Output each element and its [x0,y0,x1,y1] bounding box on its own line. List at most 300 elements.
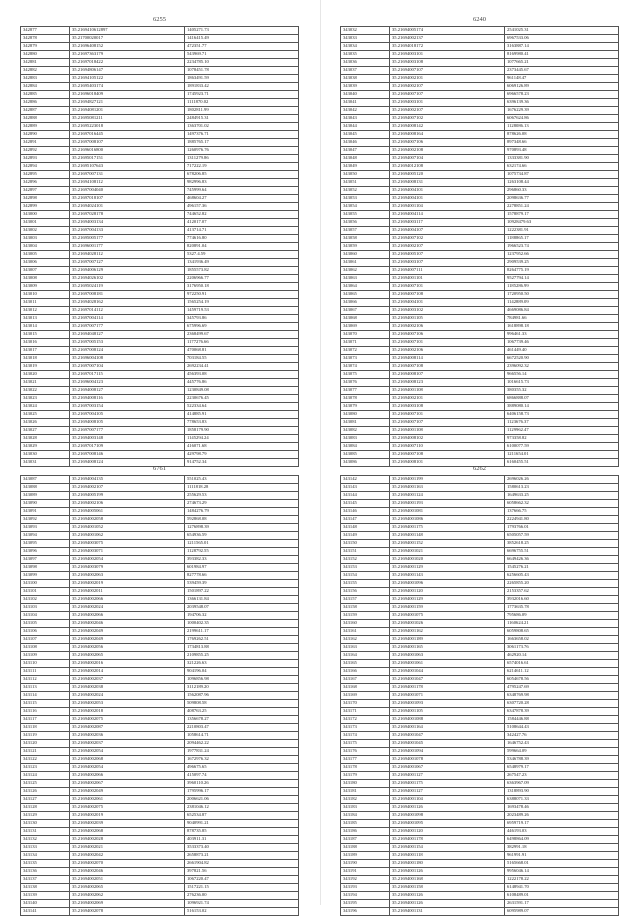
table-row [341,251,619,259]
row-coordinate-cell: 35.21697014112 [70,307,185,315]
row-coordinate-cell: 35.21694001199 [390,476,505,484]
row-value-cell: 1366131.84 [185,596,299,604]
table-row [21,43,299,51]
row-id-cell: 343038 [341,75,390,83]
row-value-cell: 904196.04 [185,668,299,676]
row-value-cell: 1459719.53 [185,307,299,315]
table-row [21,403,299,411]
table-row [341,323,619,331]
table-row [21,235,299,243]
row-id-cell: 343060 [341,251,390,259]
row-id-cell: 343138 [21,884,70,892]
table-row [21,131,299,139]
table-row [21,299,299,307]
table-row [21,556,299,564]
row-coordinate-cell: 35.21694003134 [70,219,185,227]
row-value-cell: 1263108.44 [505,179,619,187]
table-row [21,323,299,331]
row-value-cell: 1484276.79 [185,508,299,516]
row-value-cell: 1795996.17 [185,788,299,796]
row-coordinate-cell: 35.21694002078 [70,908,185,916]
row-id-cell: 343151 [341,548,390,556]
row-id-cell: 343173 [341,724,390,732]
row-value-cell: 1363701.02 [185,123,299,131]
row-coordinate-cell: 35.21697007177 [70,427,185,435]
table-row [21,772,299,780]
row-value-cell: 878626.08 [505,131,619,139]
row-id-cell: 342899 [21,203,70,211]
table-row [21,876,299,884]
row-coordinate-cell: 35.21694001126 [390,868,505,876]
table-row [341,443,619,451]
table-row [21,435,299,443]
row-value-cell: 1230849.08 [185,387,299,395]
row-coordinate-cell: 35.21694001104 [390,796,505,804]
row-coordinate-cell: 35.21696408152 [70,43,185,51]
row-id-cell: 343035 [341,51,390,59]
table-row [21,427,299,435]
row-value-cell: 2692234.41 [185,363,299,371]
row-value-cell: 551025.43 [185,476,299,484]
row-value-cell: 276236.00 [185,892,299,900]
row-coordinate-cell: 35.21694806147 [70,67,185,75]
table-row [341,836,619,844]
row-coordinate-cell: 35.21694007102 [390,115,505,123]
table-row [341,419,619,427]
section-title: 6761 [153,465,166,472]
row-value-cell: 6160455.51 [505,459,619,467]
table-row [341,828,619,836]
row-value-cell: 1142889.09 [505,299,619,307]
table-row [341,580,619,588]
row-value-cell: 1067739.46 [505,339,619,347]
table-row [341,500,619,508]
row-coordinate-cell: 35.21694001168 [390,876,505,884]
row-value-cell: 5346788.39 [505,756,619,764]
row-value-cell: 321226.63 [185,660,299,668]
row-coordinate-cell: 35.21694004101 [390,187,505,195]
table-row [21,355,299,363]
table-row [341,219,619,227]
row-id-cell: 343168 [341,684,390,692]
table-row [341,283,619,291]
row-value-cell: 1128792.55 [185,548,299,556]
row-value-cell: 2023489.26 [505,812,619,820]
table-row [341,740,619,748]
row-value-cell: 1966523.74 [505,243,619,251]
row-id-cell: 343058 [341,235,390,243]
row-id-cell: 343069 [341,323,390,331]
row-value-cell: 961991.91 [505,852,619,860]
table-row [21,387,299,395]
row-value-cell: 516153.02 [185,908,299,916]
row-value-cell: 1075734.87 [505,171,619,179]
row-id-cell: 343181 [341,788,390,796]
row-value-cell: 5327.4.59 [185,251,299,259]
row-id-cell: 343089 [21,492,70,500]
row-value-cell: 784981.66 [505,315,619,323]
table-row [341,764,619,772]
row-value-cell: 472351.77 [185,43,299,51]
row-coordinate-cell: 35.21694001021 [390,548,505,556]
row-id-cell: 343189 [341,852,390,860]
row-id-cell: 343105 [21,620,70,628]
row-coordinate-cell: 35.21694002039 [70,820,185,828]
row-id-cell: 342888 [21,115,70,123]
row-value-cell: 2098636.77 [505,195,619,203]
row-value-cell: 914752.34 [185,459,299,467]
table-row [21,443,299,451]
row-id-cell: 343027 [21,427,70,435]
row-value-cell: 496675.65 [185,764,299,772]
row-coordinate-cell: 35.21694008102 [390,435,505,443]
row-value-cell: 6959719.17 [505,820,619,828]
row-value-cell: 1863491.59 [185,75,299,83]
table-row [21,764,299,772]
row-id-cell: 343170 [341,700,390,708]
table-row [341,548,619,556]
row-coordinate-cell: 35.21694005199 [70,492,185,500]
row-coordinate-cell: 35.21694002107 [70,484,185,492]
row-id-cell: 343193 [341,884,390,892]
row-value-cell: 137666.75 [505,508,619,516]
row-coordinate-cell: 35.21694002062 [70,892,185,900]
row-coordinate-cell: 35.21694001193 [390,500,505,508]
row-id-cell: 343140 [21,900,70,908]
table-row [341,67,619,75]
row-value-cell: 6498864.09 [505,836,619,844]
table-row [21,660,299,668]
row-value-cell: 3061173.76 [505,644,619,652]
row-coordinate-cell: 35.21694008142 [390,123,505,131]
row-coordinate-cell: 35.21694018172 [390,43,505,51]
row-coordinate-cell: 35.21694004135 [70,476,185,484]
table-row [21,724,299,732]
row-coordinate-cell: 35.21694004114 [390,211,505,219]
row-coordinate-cell: 35.21697003154 [70,403,185,411]
row-coordinate-cell: 35.21696016800 [70,147,185,155]
row-id-cell: 343124 [21,772,70,780]
row-value-cell: 6548979.17 [505,764,619,772]
table-row [21,347,299,355]
row-coordinate-cell: 35.21697007131 [70,171,185,179]
row-value-cell: 744652.82 [185,211,299,219]
row-coordinate-cell: 35.21694002024 [70,692,185,700]
row-value-cell: 6256605.43 [505,572,619,580]
table-row [341,155,619,163]
row-coordinate-cell: 35.21694002046 [70,868,185,876]
row-coordinate-cell: 35.21694002046 [70,620,185,628]
row-coordinate-cell: 35.21694002038 [70,684,185,692]
row-id-cell: 343067 [341,307,390,315]
table-row [341,195,619,203]
row-coordinate-cell: 35.21694001118 [390,852,505,860]
row-coordinate-cell: 35.21694003102 [390,307,505,315]
row-id-cell: 343110 [21,660,70,668]
row-coordinate-cell: 35.21694001148 [390,532,505,540]
row-coordinate-cell: 35.21694001126 [390,900,505,908]
table-row [21,419,299,427]
row-coordinate-cell: 35.21697008146 [70,451,185,459]
table-row [21,836,299,844]
row-value-cell: 4795247.69 [505,684,619,692]
row-value-cell: 2661904.82 [185,860,299,868]
table-row [21,115,299,123]
row-id-cell: 343034 [341,43,390,51]
row-value-cell: 1160624.21 [505,620,619,628]
row-coordinate-cell: 35.21694028112 [70,251,185,259]
row-id-cell: 343154 [341,572,390,580]
row-value-cell: 2368499.67 [185,331,299,339]
row-id-cell: 343111 [21,668,70,676]
row-value-cell: 1565254.19 [185,299,299,307]
row-value-cell: 429798.79 [185,451,299,459]
row-id-cell: 343176 [341,748,390,756]
table-row [341,660,619,668]
row-value-cell: 1745923.71 [185,91,299,99]
row-coordinate-cell: 35.21694007107 [390,91,505,99]
row-coordinate-cell: 35.21694002018 [70,708,185,716]
table-row [341,884,619,892]
row-value-cell: 408763.25 [185,708,299,716]
row-coordinate-cell: 35.21694024101 [70,203,185,211]
row-id-cell: 343010 [21,291,70,299]
table-row [341,796,619,804]
row-coordinate-cell: 35.21694004101 [390,195,505,203]
row-id-cell: 343135 [21,860,70,868]
row-id-cell: 343024 [21,403,70,411]
table-row [21,267,299,275]
row-value-cell: 1672976.32 [185,756,299,764]
row-coordinate-cell: 35.21694001178 [390,684,505,692]
row-coordinate-cell: 35.21697018107 [70,195,185,203]
row-value-cell: 3176950.18 [185,283,299,291]
row-coordinate-cell: 35.21694004101 [390,299,505,307]
row-coordinate-cell: 35.21694001158 [390,884,505,892]
row-value-cell: 1646752.43 [505,740,619,748]
row-value-cell: 878735.85 [185,828,299,836]
row-id-cell: 343104 [21,612,70,620]
row-id-cell: 343142 [341,476,390,484]
row-value-cell: 2094462.22 [185,740,299,748]
row-value-cell: 1341936.49 [185,259,299,267]
row-value-cell: 972250.91 [185,291,299,299]
section-title: 6262 [473,465,486,472]
row-id-cell: 343126 [21,788,70,796]
row-coordinate-cell: 35.21694007101 [390,339,505,347]
table-row [21,780,299,788]
row-id-cell: 343134 [21,852,70,860]
row-value-cell: 468604.27 [185,195,299,203]
row-coordinate-cell: 35.21694002042 [70,852,185,860]
row-coordinate-cell: 35.21694003108 [390,403,505,411]
table-row [341,492,619,500]
row-value-cell: 6054678.56 [505,676,619,684]
row-coordinate-cell: 35.21694002107 [390,107,505,115]
table-row [341,35,619,43]
row-value-cell: 1318893.90 [505,788,619,796]
row-value-cell: 1000402.35 [185,620,299,628]
row-value-cell: 413714.71 [185,227,299,235]
row-value-cell: 1501897.22 [185,588,299,596]
row-value-cell: 6058662.32 [505,500,619,508]
table-row [341,235,619,243]
row-coordinate-cell: 35.21694008116 [70,395,185,403]
row-id-cell: 343114 [21,692,70,700]
row-id-cell: 342887 [21,107,70,115]
row-id-cell: 343086 [341,459,390,467]
row-coordinate-cell: 35.21694002066 [70,596,185,604]
table-row [341,299,619,307]
row-coordinate-cell: 35.21697007177 [70,323,185,331]
row-value-cell: 2541025.31 [505,27,619,35]
row-value-cell: 6348769.98 [505,692,619,700]
row-value-cell: 601984.97 [185,564,299,572]
row-id-cell: 343128 [21,804,70,812]
row-id-cell: 343033 [341,35,390,43]
row-id-cell: 343021 [21,379,70,387]
row-coordinate-cell: 35.21694005107 [390,251,505,259]
table-row [21,540,299,548]
row-id-cell: 343120 [21,740,70,748]
table-row [21,748,299,756]
row-coordinate-cell: 35.21694008123 [390,379,505,387]
row-id-cell: 343001 [21,219,70,227]
row-coordinate-cell: 35.21694002054 [70,748,185,756]
row-id-cell: 342890 [21,131,70,139]
table-row [341,275,619,283]
table-row [21,451,299,459]
row-value-cell: 1177276.66 [185,339,299,347]
row-id-cell: 342881 [21,59,70,67]
table-row [21,371,299,379]
row-value-cell: 382991.18 [505,844,619,852]
row-coordinate-cell: 35.21694003101 [390,51,505,59]
row-coordinate-cell: 35.21694007107 [390,67,505,75]
row-coordinate-cell: 35.21694007108 [390,451,505,459]
table-row [21,796,299,804]
row-id-cell: 343183 [341,804,390,812]
table-row [341,604,619,612]
row-coordinate-cell: 35.21694001105 [390,315,505,323]
row-coordinate-cell: 35.21694003108 [390,59,505,67]
row-id-cell: 343164 [341,652,390,660]
table-row [341,868,619,876]
row-value-cell: 6967533.06 [505,35,619,43]
row-coordinate-cell: 35.21694002021 [70,844,185,852]
row-id-cell: 343023 [21,395,70,403]
table-row [341,860,619,868]
table-row [341,524,619,532]
table-row [21,732,299,740]
row-value-cell: 1123676.37 [505,419,619,427]
row-id-cell: 343125 [21,780,70,788]
row-value-cell: 539459.39 [185,580,299,588]
table-row [21,51,299,59]
row-coordinate-cell: 35.21694001163 [390,484,505,492]
table-row [21,107,299,115]
row-value-cell: 1977831.24 [185,748,299,756]
row-value-cell: 2631591.17 [505,900,619,908]
table-row [21,700,299,708]
row-coordinate-cell: 35.21694001101 [390,275,505,283]
row-value-cell: 652534.87 [185,812,299,820]
table-row [341,564,619,572]
row-coordinate-cell: 35.21694002061 [70,796,185,804]
table-row [341,844,619,852]
table-row [21,548,299,556]
row-id-cell: 343174 [341,732,390,740]
row-id-cell: 343043 [341,115,390,123]
row-id-cell: 343006 [21,259,70,267]
row-coordinate-cell: 35.21694001071 [390,692,505,700]
table-row [341,692,619,700]
row-id-cell: 343141 [21,908,70,916]
row-coordinate-cell: 35.21694002019 [70,580,185,588]
row-coordinate-cell: 35.21694001108 [390,427,505,435]
table-row [341,516,619,524]
row-id-cell: 343133 [21,844,70,852]
table-row [21,484,299,492]
row-coordinate-cell: 35.21694048127 [70,331,185,339]
table-row [21,708,299,716]
row-value-cell: 2206966.77 [185,275,299,283]
row-coordinate-cell: 35.21694002075 [70,804,185,812]
row-id-cell: 343143 [341,484,390,492]
table-row [21,243,299,251]
table-row [341,628,619,636]
row-id-cell: 343158 [341,604,390,612]
row-value-cell: 1260976.76 [185,147,299,155]
table-row [341,644,619,652]
row-coordinate-cell: 35.21694007101 [390,411,505,419]
row-value-cell: 2396092.32 [505,363,619,371]
row-coordinate-cell: 35.21694003101 [390,99,505,107]
row-coordinate-cell: 35.21694026102 [70,275,185,283]
row-id-cell: 343194 [341,892,390,900]
row-coordinate-cell: 35.21697007104 [70,363,185,371]
row-value-cell: 6388071.33 [505,796,619,804]
table-row [341,395,619,403]
row-id-cell: 343020 [21,371,70,379]
table-row [341,700,619,708]
table-row [341,139,619,147]
row-coordinate-cell: 35.21694002049 [70,788,185,796]
row-id-cell: 343061 [341,259,390,267]
row-value-cell: 1222178.22 [505,876,619,884]
row-coordinate-cell: 35.21694001061 [390,660,505,668]
row-value-cell: 1222381.91 [505,227,619,235]
row-coordinate-cell: 35.21694001120 [390,828,505,836]
table-row [21,27,299,35]
row-value-cell: 1129962.47 [505,427,619,435]
table-row [341,484,619,492]
row-value-cell: 1416415.49 [185,35,299,43]
row-coordinate-cell: 35.21694001067 [390,764,505,772]
row-coordinate-cell: 35.21694105122 [70,75,185,83]
table-row [341,379,619,387]
row-coordinate-cell: 35.2169410612897 [70,27,185,35]
row-id-cell: 343045 [341,131,390,139]
row-coordinate-cell: 35.21694002024 [70,604,185,612]
row-id-cell: 343011 [21,299,70,307]
table-row [341,852,619,860]
row-coordinate-cell: 35.21694004107 [390,227,505,235]
row-coordinate-cell: 35.21694001062 [70,532,185,540]
row-coordinate-cell: 35.21694108112 [70,179,185,187]
table-row [341,267,619,275]
row-value-cell: 6095989.07 [505,908,619,916]
